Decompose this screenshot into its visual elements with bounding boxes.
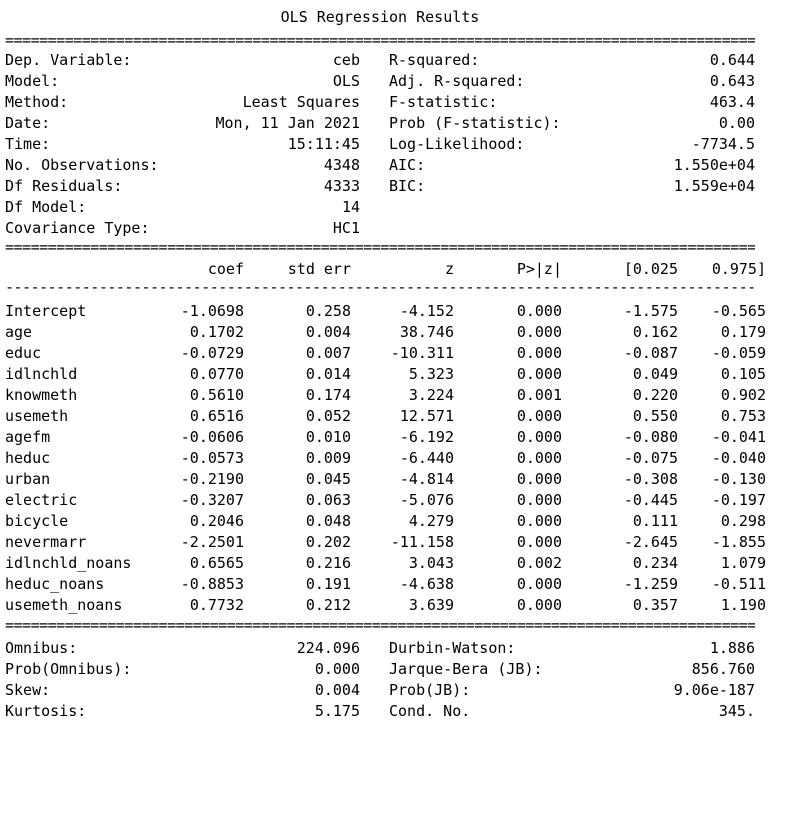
coef-value: -0.0573 <box>180 449 244 467</box>
table-row <box>0 322 808 343</box>
ci-lower-value: -2.645 <box>623 533 678 551</box>
coef-value: 0.0770 <box>189 365 244 383</box>
variable-name: heduc_noans <box>5 575 105 593</box>
info-value: ceb <box>332 51 360 69</box>
stat-label: R-squared: <box>389 51 480 69</box>
p-value: 0.000 <box>516 596 562 614</box>
stat-label: F-statistic: <box>389 93 498 111</box>
stat-value: 0.644 <box>709 51 755 69</box>
coef-value: 0.7732 <box>189 596 244 614</box>
ci-lower-value: -0.087 <box>623 344 678 362</box>
table-row <box>0 490 808 511</box>
stat-label: AIC: <box>389 156 426 174</box>
p-value: 0.000 <box>516 428 562 446</box>
info-value: Mon, 11 Jan 2021 <box>215 114 360 132</box>
z-value: -6.192 <box>399 428 454 446</box>
variable-name: bicycle <box>5 512 69 530</box>
std-err-value: 0.258 <box>305 302 351 320</box>
ci-upper-value: -0.040 <box>711 449 766 467</box>
p-value: 0.000 <box>516 470 562 488</box>
info-value: 4333 <box>323 177 360 195</box>
stat-value: 1.559e+04 <box>673 177 755 195</box>
z-value: 38.746 <box>399 323 454 341</box>
stat-value: -7734.5 <box>691 135 755 153</box>
info-value: 14 <box>341 198 360 216</box>
coef-value: -0.8853 <box>180 575 244 593</box>
info-row <box>0 134 808 155</box>
coef-value: -0.0606 <box>180 428 244 446</box>
coef-value: 0.6516 <box>189 407 244 425</box>
diag-value: 5.175 <box>314 702 360 720</box>
ci-lower-value: -1.575 <box>623 302 678 320</box>
std-err-value: 0.045 <box>305 470 351 488</box>
ci-upper-value: 0.179 <box>720 323 766 341</box>
p-value: 0.000 <box>516 407 562 425</box>
std-err-value: 0.202 <box>305 533 351 551</box>
std-err-value: 0.174 <box>305 386 351 404</box>
variable-name: age <box>5 323 33 341</box>
coef-value: 0.5610 <box>189 386 244 404</box>
diag-value: 0.004 <box>314 681 360 699</box>
z-value: 3.639 <box>408 596 454 614</box>
info-row <box>0 701 808 722</box>
std-err-value: 0.010 <box>305 428 351 446</box>
info-value: HC1 <box>332 219 360 237</box>
info-value: OLS <box>332 72 360 90</box>
ci-upper-value: 0.105 <box>720 365 766 383</box>
variable-name: agefm <box>5 428 51 446</box>
ci-upper-value: -1.855 <box>711 533 766 551</box>
table-row <box>0 364 808 385</box>
info-label: Df Residuals: <box>5 177 123 195</box>
table-row <box>0 574 808 595</box>
p-value: 0.000 <box>516 323 562 341</box>
ci-upper-value: -0.565 <box>711 302 766 320</box>
coef-value: -2.2501 <box>180 533 244 551</box>
info-row <box>0 155 808 176</box>
header-std-err: std err <box>287 260 351 278</box>
ci-upper-value: 0.298 <box>720 512 766 530</box>
info-value: 4348 <box>323 156 360 174</box>
std-err-value: 0.052 <box>305 407 351 425</box>
z-value: -4.638 <box>399 575 454 593</box>
diag-value: 9.06e-187 <box>673 681 755 699</box>
info-row <box>0 680 808 701</box>
p-value: 0.000 <box>516 365 562 383</box>
ci-lower-value: -0.308 <box>623 470 678 488</box>
table-row <box>0 406 808 427</box>
variable-name: knowmeth <box>5 386 78 404</box>
table-row <box>0 301 808 322</box>
stat-value: 0.643 <box>709 72 755 90</box>
table-row <box>0 385 808 406</box>
info-row <box>0 176 808 197</box>
ci-lower-value: -0.075 <box>623 449 678 467</box>
coef-value: 0.6565 <box>189 554 244 572</box>
info-row <box>0 638 808 659</box>
info-row <box>0 92 808 113</box>
std-err-value: 0.009 <box>305 449 351 467</box>
z-value: -6.440 <box>399 449 454 467</box>
std-err-value: 0.063 <box>305 491 351 509</box>
stat-value: 463.4 <box>709 93 755 111</box>
ci-lower-value: -0.445 <box>623 491 678 509</box>
variable-name: idlnchld <box>5 365 78 383</box>
info-label: Date: <box>5 114 51 132</box>
stat-value: 1.550e+04 <box>673 156 755 174</box>
info-row <box>0 218 808 239</box>
std-err-value: 0.014 <box>305 365 351 383</box>
diag-label: Omnibus: <box>5 639 78 657</box>
variable-name: nevermarr <box>5 533 87 551</box>
z-value: 12.571 <box>399 407 454 425</box>
info-row <box>0 71 808 92</box>
ci-upper-value: 1.079 <box>720 554 766 572</box>
variable-name: idlnchld_noans <box>5 554 132 572</box>
header-p-value: P>|z| <box>516 260 562 278</box>
coef-value: -0.3207 <box>180 491 244 509</box>
diag-label: Kurtosis: <box>5 702 87 720</box>
diag-value: 856.760 <box>691 660 755 678</box>
table-row <box>0 511 808 532</box>
variable-name: heduc <box>5 449 51 467</box>
stat-label: BIC: <box>389 177 426 195</box>
z-value: -5.076 <box>399 491 454 509</box>
coef-table-header <box>0 259 808 280</box>
ci-lower-value: 0.220 <box>632 386 678 404</box>
variable-name: Intercept <box>5 302 87 320</box>
diag-label: Prob(Omnibus): <box>5 660 132 678</box>
coef-value: -0.2190 <box>180 470 244 488</box>
ci-lower-value: 0.357 <box>632 596 678 614</box>
header-ci-upper: 0.975] <box>711 260 766 278</box>
variable-name: educ <box>5 344 42 362</box>
table-row <box>0 448 808 469</box>
ci-upper-value: -0.511 <box>711 575 766 593</box>
z-value: -4.814 <box>399 470 454 488</box>
info-label: Covariance Type: <box>5 219 150 237</box>
p-value: 0.000 <box>516 491 562 509</box>
ci-lower-value: 0.049 <box>632 365 678 383</box>
info-label: Df Model: <box>5 198 87 216</box>
table-row <box>0 595 808 616</box>
diag-value: 0.000 <box>314 660 360 678</box>
stat-value: 0.00 <box>718 114 755 132</box>
std-err-value: 0.191 <box>305 575 351 593</box>
variable-name: electric <box>5 491 78 509</box>
ci-lower-value: 0.162 <box>632 323 678 341</box>
z-value: -11.158 <box>390 533 454 551</box>
diag-label: Jarque-Bera (JB): <box>389 660 543 678</box>
diag-value: 1.886 <box>709 639 755 657</box>
ci-upper-value: 0.753 <box>720 407 766 425</box>
header-ci-lower: [0.025 <box>623 260 678 278</box>
z-value: -10.311 <box>390 344 454 362</box>
p-value: 0.000 <box>516 344 562 362</box>
diag-label: Prob(JB): <box>389 681 471 699</box>
header-coef: coef <box>207 260 244 278</box>
separator-double-top <box>5 33 755 48</box>
std-err-value: 0.004 <box>305 323 351 341</box>
ci-lower-value: 0.234 <box>632 554 678 572</box>
info-label: Dep. Variable: <box>5 51 132 69</box>
variable-name: urban <box>5 470 51 488</box>
ci-upper-value: -0.130 <box>711 470 766 488</box>
results-title: OLS Regression Results <box>280 8 480 26</box>
p-value: 0.000 <box>516 512 562 530</box>
p-value: 0.000 <box>516 533 562 551</box>
z-value: -4.152 <box>399 302 454 320</box>
header-z: z <box>444 260 454 278</box>
separator-double-lower <box>5 618 755 633</box>
diag-label: Durbin-Watson: <box>389 639 516 657</box>
ci-upper-value: -0.197 <box>711 491 766 509</box>
coef-value: 0.1702 <box>189 323 244 341</box>
z-value: 5.323 <box>408 365 454 383</box>
table-row <box>0 427 808 448</box>
p-value: 0.000 <box>516 302 562 320</box>
table-row <box>0 469 808 490</box>
ci-lower-value: -0.080 <box>623 428 678 446</box>
ci-upper-value: 1.190 <box>720 596 766 614</box>
info-value: 15:11:45 <box>287 135 360 153</box>
table-row <box>0 532 808 553</box>
info-row <box>0 113 808 134</box>
p-value: 0.002 <box>516 554 562 572</box>
separator-double-mid <box>5 240 755 255</box>
info-label: Method: <box>5 93 69 111</box>
table-row <box>0 553 808 574</box>
ci-upper-value: -0.059 <box>711 344 766 362</box>
std-err-value: 0.212 <box>305 596 351 614</box>
z-value: 4.279 <box>408 512 454 530</box>
p-value: 0.000 <box>516 449 562 467</box>
std-err-value: 0.007 <box>305 344 351 362</box>
info-row <box>0 50 808 71</box>
diag-value: 224.096 <box>296 639 360 657</box>
info-label: No. Observations: <box>5 156 159 174</box>
variable-name: usemeth <box>5 407 69 425</box>
ci-upper-value: -0.041 <box>711 428 766 446</box>
info-row <box>0 659 808 680</box>
stat-label: Adj. R-squared: <box>389 72 525 90</box>
diag-label: Skew: <box>5 681 51 699</box>
info-label: Time: <box>5 135 51 153</box>
p-value: 0.001 <box>516 386 562 404</box>
separator-dash <box>5 280 755 295</box>
ci-lower-value: 0.550 <box>632 407 678 425</box>
z-value: 3.043 <box>408 554 454 572</box>
stat-label: Log-Likelihood: <box>389 135 525 153</box>
info-value: Least Squares <box>242 93 360 111</box>
info-label: Model: <box>5 72 60 90</box>
info-row <box>0 197 808 218</box>
z-value: 3.224 <box>408 386 454 404</box>
p-value: 0.000 <box>516 575 562 593</box>
diag-label: Cond. No. <box>389 702 471 720</box>
diag-value: 345. <box>718 702 755 720</box>
coef-value: -1.0698 <box>180 302 244 320</box>
ci-upper-value: 0.902 <box>720 386 766 404</box>
ci-lower-value: -1.259 <box>623 575 678 593</box>
std-err-value: 0.216 <box>305 554 351 572</box>
std-err-value: 0.048 <box>305 512 351 530</box>
coef-value: -0.0729 <box>180 344 244 362</box>
stat-label: Prob (F-statistic): <box>389 114 561 132</box>
coef-value: 0.2046 <box>189 512 244 530</box>
variable-name: usemeth_noans <box>5 596 123 614</box>
table-row <box>0 343 808 364</box>
ci-lower-value: 0.111 <box>632 512 678 530</box>
